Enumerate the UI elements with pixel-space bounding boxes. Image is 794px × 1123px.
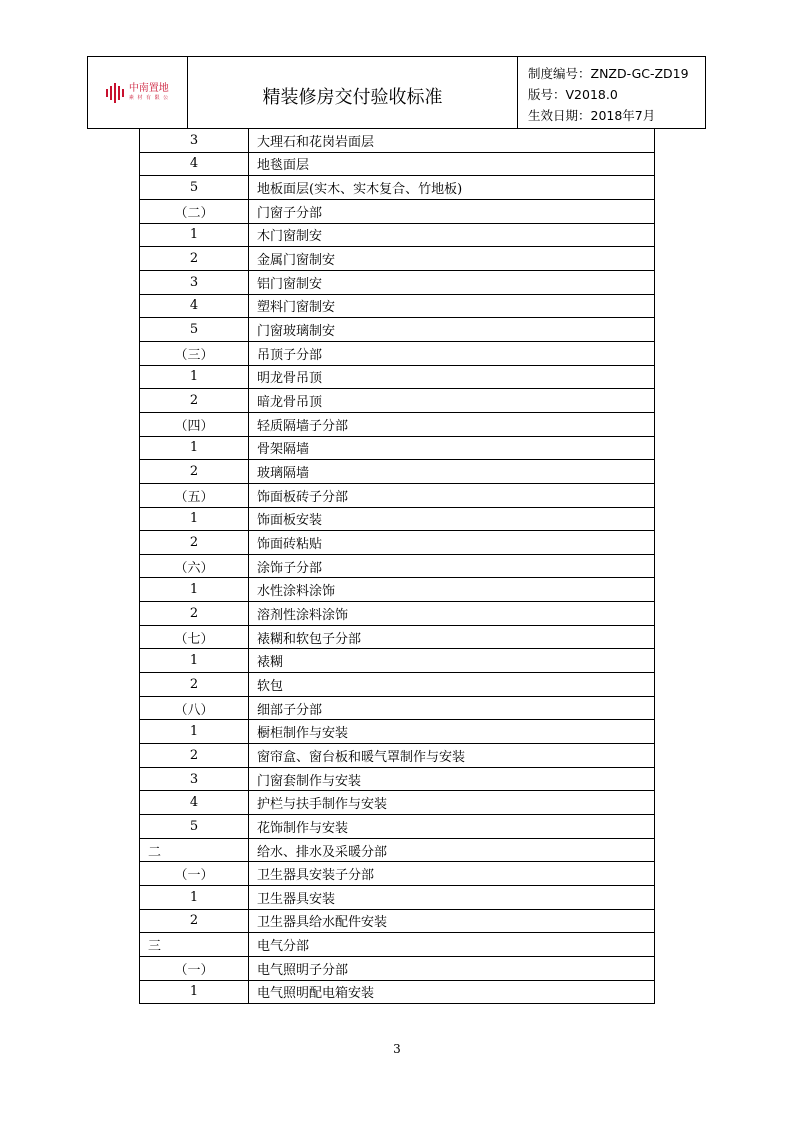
table-row	[140, 199, 655, 223]
document-meta	[518, 57, 705, 128]
document-header	[87, 56, 706, 129]
table-row	[140, 862, 655, 886]
table-row	[140, 270, 655, 294]
item-number: 1	[140, 649, 249, 673]
item-name: 吊顶子分部	[249, 341, 655, 365]
table-row	[140, 554, 655, 578]
item-name: 暗龙骨吊顶	[249, 389, 655, 413]
item-number: 3	[140, 270, 249, 294]
item-number: 2	[140, 744, 249, 768]
table-row	[140, 129, 655, 153]
item-number: 5	[140, 176, 249, 200]
item-number: （五）	[140, 483, 249, 507]
table-row	[140, 507, 655, 531]
item-name: 轻质隔墙子分部	[249, 412, 655, 436]
item-name: 电气分部	[249, 933, 655, 957]
table-row	[140, 720, 655, 744]
item-number: 5	[140, 815, 249, 839]
item-name: 电气照明子分部	[249, 956, 655, 980]
item-name: 护栏与扶手制作与安装	[249, 791, 655, 815]
table-row	[140, 744, 655, 768]
item-number: 1	[140, 223, 249, 247]
inspection-items-table	[139, 128, 655, 1004]
item-name: 木门窗制安	[249, 223, 655, 247]
item-number: 4	[140, 791, 249, 815]
item-name: 窗帘盒、窗台板和暖气罩制作与安装	[249, 744, 655, 768]
item-name: 裱糊	[249, 649, 655, 673]
version-number: 版号：V2018.0	[528, 87, 618, 102]
item-number: （二）	[140, 199, 249, 223]
item-name: 软包	[249, 673, 655, 697]
item-name: 门窗套制作与安装	[249, 767, 655, 791]
table-row	[140, 389, 655, 413]
item-number: 1	[140, 578, 249, 602]
item-name: 卫生器具安装	[249, 886, 655, 910]
table-row	[140, 318, 655, 342]
item-name: 骨架隔墙	[249, 436, 655, 460]
table-row	[140, 247, 655, 271]
table-row	[140, 578, 655, 602]
item-number: 2	[140, 909, 249, 933]
item-number: 1	[140, 507, 249, 531]
logo-bars-icon	[106, 83, 124, 103]
item-number: （三）	[140, 341, 249, 365]
item-number: 2	[140, 673, 249, 697]
item-name: 玻璃隔墙	[249, 460, 655, 484]
item-name: 金属门窗制安	[249, 247, 655, 271]
table-row	[140, 625, 655, 649]
table-row	[140, 365, 655, 389]
item-name: 塑料门窗制安	[249, 294, 655, 318]
item-number: （四）	[140, 412, 249, 436]
table-row	[140, 815, 655, 839]
document-title: 精装修房交付验收标准	[188, 57, 518, 128]
table-row	[140, 152, 655, 176]
item-name: 铝门窗制安	[249, 270, 655, 294]
item-number: 5	[140, 318, 249, 342]
item-number: （七）	[140, 625, 249, 649]
table-row	[140, 483, 655, 507]
table-row	[140, 673, 655, 697]
item-name: 橱柜制作与安装	[249, 720, 655, 744]
item-number: 2	[140, 460, 249, 484]
table-row	[140, 602, 655, 626]
item-name: 地毯面层	[249, 152, 655, 176]
item-name: 饰面板砖子分部	[249, 483, 655, 507]
item-name: 水性涂料涂饰	[249, 578, 655, 602]
item-name: 电气照明配电箱安装	[249, 980, 655, 1004]
item-name: 溶剂性涂料涂饰	[249, 602, 655, 626]
table-row	[140, 341, 655, 365]
item-number: 2	[140, 602, 249, 626]
item-number: 2	[140, 389, 249, 413]
item-name: 卫生器具给水配件安装	[249, 909, 655, 933]
effective-date: 生效日期：2018年7月	[528, 108, 656, 123]
item-number: 4	[140, 152, 249, 176]
table-row	[140, 223, 655, 247]
regulation-number: 制度编号：ZNZD-GC-ZD19	[528, 66, 689, 81]
logo-name: 中南置地	[128, 83, 169, 94]
item-name: 细部子分部	[249, 696, 655, 720]
table-row	[140, 649, 655, 673]
item-number: 1	[140, 720, 249, 744]
item-number: 三	[140, 933, 249, 957]
item-number: 2	[140, 247, 249, 271]
item-number: （一）	[140, 956, 249, 980]
table-row	[140, 956, 655, 980]
table-row	[140, 460, 655, 484]
table-row	[140, 980, 655, 1004]
item-name: 饰面板安装	[249, 507, 655, 531]
table-row	[140, 294, 655, 318]
item-number: （一）	[140, 862, 249, 886]
item-number: 二	[140, 838, 249, 862]
logo-tagline: 素 材 有 限 公	[128, 95, 170, 101]
table-row	[140, 933, 655, 957]
table-row	[140, 176, 655, 200]
item-name: 地板面层(实木、实木复合、竹地板)	[249, 176, 655, 200]
item-number: 1	[140, 436, 249, 460]
item-number: 1	[140, 886, 249, 910]
item-number: 3	[140, 129, 249, 153]
item-name: 花饰制作与安装	[249, 815, 655, 839]
company-logo	[106, 83, 169, 103]
item-name: 门窗子分部	[249, 199, 655, 223]
logo-cell	[88, 57, 188, 128]
item-name: 明龙骨吊顶	[249, 365, 655, 389]
item-name: 门窗玻璃制安	[249, 318, 655, 342]
table-row	[140, 436, 655, 460]
item-name: 饰面砖粘贴	[249, 531, 655, 555]
item-number: 1	[140, 365, 249, 389]
table-row	[140, 412, 655, 436]
table-row	[140, 791, 655, 815]
page-number: 3	[393, 1042, 401, 1056]
table-row	[140, 838, 655, 862]
table-row	[140, 909, 655, 933]
item-name: 涂饰子分部	[249, 554, 655, 578]
item-number: 3	[140, 767, 249, 791]
table-row	[140, 886, 655, 910]
item-number: 2	[140, 531, 249, 555]
table-row	[140, 696, 655, 720]
item-name: 卫生器具安装子分部	[249, 862, 655, 886]
item-number: （八）	[140, 696, 249, 720]
table-row	[140, 767, 655, 791]
item-name: 裱糊和软包子分部	[249, 625, 655, 649]
item-name: 给水、排水及采暖分部	[249, 838, 655, 862]
item-number: （六）	[140, 554, 249, 578]
table-row	[140, 531, 655, 555]
item-number: 4	[140, 294, 249, 318]
item-number: 1	[140, 980, 249, 1004]
item-name: 大理石和花岗岩面层	[249, 129, 655, 153]
